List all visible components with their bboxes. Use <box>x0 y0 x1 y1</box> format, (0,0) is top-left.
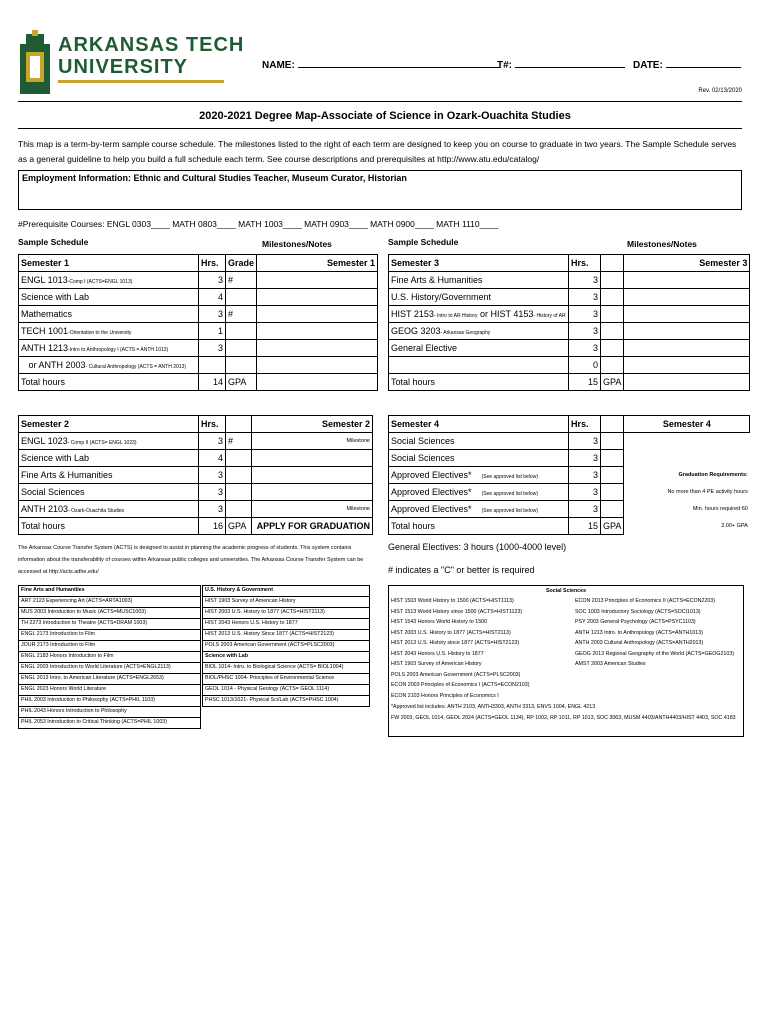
list-item: MUS 2003 Introduction to Music (ACTS=MUSC1003) <box>19 608 201 619</box>
fine-arts-title: Fine Arts and Humanities <box>19 586 201 597</box>
name-label: NAME: <box>262 60 295 71</box>
semester4-title: Semester 4 <box>389 416 569 433</box>
semester3-header <box>389 255 750 272</box>
semester1-total-row: Total hours 14 GPA <box>19 374 378 391</box>
hrs-header: Hrs. <box>569 255 601 272</box>
table-row: ANTH 2103- Ozark-Ouachita Studies 3 Milestone <box>19 501 373 518</box>
list-item: PSY 2003 General Psychology (ACTS=PSYC1103) <box>575 619 696 625</box>
milestones-label-left: Milestones/Notes <box>262 239 332 249</box>
table-row: ENGL 1013-Comp I (ACTS=ENGL 1013) 3 # <box>19 272 378 289</box>
social-sciences-list <box>388 585 744 737</box>
semester1-header <box>19 255 378 272</box>
semester1-milestone-title: Semester 1 <box>257 255 378 272</box>
semester2-table <box>18 415 373 535</box>
table-row: Fine Arts & Humanities 3 <box>19 467 373 484</box>
list-item: ENGL 2173 Introduction to Film <box>19 630 201 641</box>
hrs-header: Hrs. <box>199 416 226 433</box>
intro-text: This map is a term-by-term sample course schedule. The milestones listed to the right of each term are designed to keep you on course to graduate in two years. The Sample Schedule serves as a general guideline to help you build a full schedule each term. See course descriptions and prerequisites at http://www.atu.edu/catalog/ <box>18 139 737 164</box>
list-item: PHIL 2003 Introduction to Philosophy (ACTS=PHIL 1103) <box>19 696 201 707</box>
list-item: ENGL 2183 Honors Introduction to Film <box>19 652 201 663</box>
general-electives: General Electives: 3 hours (1000-4000 level) <box>388 542 567 552</box>
list-item: PHSC 1013/1021- Physical Sci/Lab (ACTS=PHSC 1004) <box>203 696 370 707</box>
social-sciences-title: Social Sciences <box>545 588 587 594</box>
list-item: HIST 2003 U.S. History to 1877 (ACTS=HIST2113) <box>203 608 370 619</box>
semester2-total-row: Total hours 16 GPA APPLY FOR GRADUATION <box>19 518 373 535</box>
list-item: POLS 2003 American Government (ACTS=PLSC2003) <box>391 671 521 678</box>
grade-header: Grade <box>226 255 257 272</box>
semester4-header <box>389 416 750 433</box>
list-item: HIST 2043 Honors U.S. History to 1877 <box>203 619 370 630</box>
semester3-table <box>388 254 750 391</box>
list-item: BIOL/PHSC 1004- Principles of Environmental Science <box>203 674 370 685</box>
list-item: ANTH 1213 Intro. to Anthropology (ACTS=ANTH1013) <box>575 629 703 636</box>
atu-logo <box>18 30 245 96</box>
approved-list-line2: FW 2003, GEOL 1014, GEOL 2024 (ACTS=GEOL 1134), RP 1002, RP 1011, RP 1013, SOC 3063, MUSM 4403/ANTH4403/HIST 4403, SOC 4183 <box>391 714 736 721</box>
semester3-title: Semester 3 <box>389 255 569 272</box>
us-history-title: U.S. History & Government <box>203 586 370 597</box>
sample-schedule-label-right: Sample Schedule <box>388 237 459 247</box>
table-row: Science with Lab 4 <box>19 450 373 467</box>
list-item: PHIL 2043 Honors Introduction to Philosophy <box>19 707 201 718</box>
us-history-list <box>202 585 370 707</box>
approved-list-line1: *Approved list includes: ANTH 2103, ANTH3303, ANTH 3313, ENVS 1004, ENGL 4213 <box>391 704 596 710</box>
list-item: HIST 2003 U.S. History to 1877 (ACTS=HIST2113) <box>391 629 511 636</box>
divider <box>18 101 742 102</box>
table-row: or ANTH 2003- Cultural Anthropology (ACTS = ANTH 2013) <box>19 357 378 374</box>
list-item: PHIL 2053 Introduction to Critical Thinking (ACTS=PHIL 1003) <box>19 718 201 729</box>
employment-info <box>18 170 742 210</box>
milestones-label-right: Milestones/Notes <box>627 239 697 249</box>
tnum-label: T#: <box>497 60 512 71</box>
list-item: TH 2273 Introduction to Theatre (ACTS=DRAM 1003) <box>19 619 201 630</box>
date-label: DATE: <box>633 60 663 71</box>
list-item: ENGL 2003 Introduction to World Literature (ACTS=ENGL2113) <box>19 663 201 674</box>
fine-arts-list <box>18 585 201 729</box>
table-row: Fine Arts & Humanities 3 <box>389 272 750 289</box>
name-field[interactable] <box>262 60 500 71</box>
tnum-field[interactable] <box>497 60 625 71</box>
table-row: General Elective 3 <box>389 340 750 357</box>
semester2-milestone-title: Semester 2 <box>252 416 373 433</box>
list-item: HIST 1903 Survey of American History <box>203 597 370 608</box>
semester3-milestone-title: Semester 3 <box>624 255 750 272</box>
employment-text: Employment Information: Ethnic and Cultural Studies Teacher, Museum Curator, Historian <box>22 173 407 183</box>
list-item: SOC 1003 Introductory Sociology (ACTS=SOCI1013) <box>575 608 701 615</box>
table-row: Science with Lab 4 <box>19 289 378 306</box>
table-row: Social Sciences 3 <box>389 433 750 450</box>
semester1-title: Semester 1 <box>19 255 199 272</box>
table-row: HIST 2153- Intro to AR History or HIST 4153- History of AR 3 <box>389 306 750 323</box>
tower-logo-icon <box>18 30 52 96</box>
c-grade-note: # indicates a "C" or better is required <box>388 565 535 575</box>
list-item: ECON 2013 Principles of Economics II (ACTS=ECON2203) <box>575 598 715 604</box>
table-row: GEOG 3203- Arkansas Geography 3 <box>389 323 750 340</box>
list-item: BIOL 1014- Intro. to Biological Science (ACTS= BIOL1004) <box>203 663 370 674</box>
table-row: ENGL 1023- Comp II (ACTS= ENGL 1023) 3 # Milestone <box>19 433 373 450</box>
list-item: HIST 1903 Survey of American History <box>391 661 482 667</box>
table-row: 0 <box>389 357 750 374</box>
revision-date: Rev. 02/13/2020 <box>698 88 742 94</box>
table-row: Social Sciences 3 <box>19 484 373 501</box>
list-item: ENGL 2023 Honors World Literature <box>19 685 201 696</box>
graduation-requirements-title: Graduation Requirements: <box>678 472 748 478</box>
list-item: ENGL 2013 Intro. to American Literature (ACTS=ENGL2653) <box>19 674 201 685</box>
list-item: HIST 1513 World History since 1500 (ACTS=HIST1123) <box>391 608 523 615</box>
table-row: U.S. History/Government 3 <box>389 289 750 306</box>
list-item: HIST 2013 U.S. History since 1877 (ACTS=HIST2123) <box>391 640 520 646</box>
list-item: ECON 2003 Principles of Economics I (ACTS=ECON2103) <box>391 682 530 688</box>
semester1-table <box>18 254 378 391</box>
list-item: AMST 2003 American Studies <box>575 661 646 667</box>
acts-note: The Arkansas Course Transfer System (ACTS) is designed to assist in planning the academic progress of students. This system contains information about the transferability of courses within Arkansas public colleges and universities. The Arkansas Course Transfer System can be accessed at http://acts.adhe.edu/ <box>18 545 364 575</box>
list-item: GEOG 2013 Regional Geography of the World (ACTS=GEOG2103) <box>575 650 735 657</box>
table-row: Approved Electives* (See approved list below) 3 No more than 4 PE activity hours <box>389 484 750 501</box>
apply-graduation: APPLY FOR GRADUATION <box>252 518 373 535</box>
semester2-title: Semester 2 <box>19 416 199 433</box>
list-item: HIST 2013 U.S. History Since 1877 (ACTS=HIST2123) <box>203 630 370 641</box>
semester2-header <box>19 416 373 433</box>
prerequisite-courses: #Prerequisite Courses: ENGL 0303____ MATH 0803____ MATH 1003____ MATH 0903____ MATH 0900____ MATH 1110____ <box>18 219 499 229</box>
semester3-total-row: Total hours 15 GPA <box>389 374 750 391</box>
date-field[interactable] <box>633 60 741 71</box>
logo-line1: ARKANSAS TECH <box>58 34 245 56</box>
hrs-header: Hrs. <box>569 416 601 433</box>
table-row: Approved Electives* (See approved list below) 3 Graduation Requirements: <box>389 467 750 484</box>
table-row: ANTH 1213-Intro to Anthropology I (ACTS = ANTH 1013) 3 <box>19 340 378 357</box>
list-item: GEOL 1014 - Physical Geology (ACTS= GEOL 1114) <box>203 685 370 696</box>
science-lab-title: Science with Lab <box>203 652 370 663</box>
semester4-total-row: Total hours 15 GPA 2.00+ GPA <box>389 518 750 535</box>
table-row: TECH 1001-Orientation to the University 1 <box>19 323 378 340</box>
divider <box>18 128 742 129</box>
table-row: Social Sciences 3 <box>389 450 750 467</box>
hrs-header: Hrs. <box>199 255 226 272</box>
logo-underline <box>58 80 224 83</box>
table-row: Mathematics 3 # <box>19 306 378 323</box>
logo-line2: UNIVERSITY <box>58 56 189 78</box>
list-item: HIST 1503 World History to 1500 (ACTS=HIST1113) <box>391 598 514 604</box>
sample-schedule-label-left: Sample Schedule <box>18 237 89 247</box>
page-title: 2020-2021 Degree Map-Associate of Science in Ozark-Ouachita Studies <box>199 110 571 122</box>
list-item: ECON 2103 Honors Principles of Economics I <box>391 692 499 699</box>
semester4-milestone-title: Semester 4 <box>624 416 750 433</box>
list-item: ART 2123 Experiencing Art (ACTS=ARTA1003) <box>19 597 201 608</box>
list-item: HIST 2043 Honors U.S. History to 1877 <box>391 650 484 657</box>
list-item: HIST 1543 Honors World History to 1500 <box>391 619 488 625</box>
semester4-table <box>388 415 750 535</box>
list-item: JOUR 2173 Introduction to Film <box>19 641 201 652</box>
table-row: Approved Electives* (See approved list below) 3 Min. hours required:60 <box>389 501 750 518</box>
list-item: ANTH 2003 Cultural Anthropology (ACTS=ANTH2013) <box>575 640 704 646</box>
list-item: POLS 2003 American Government (ACTS=PLSC2003) <box>203 641 370 652</box>
